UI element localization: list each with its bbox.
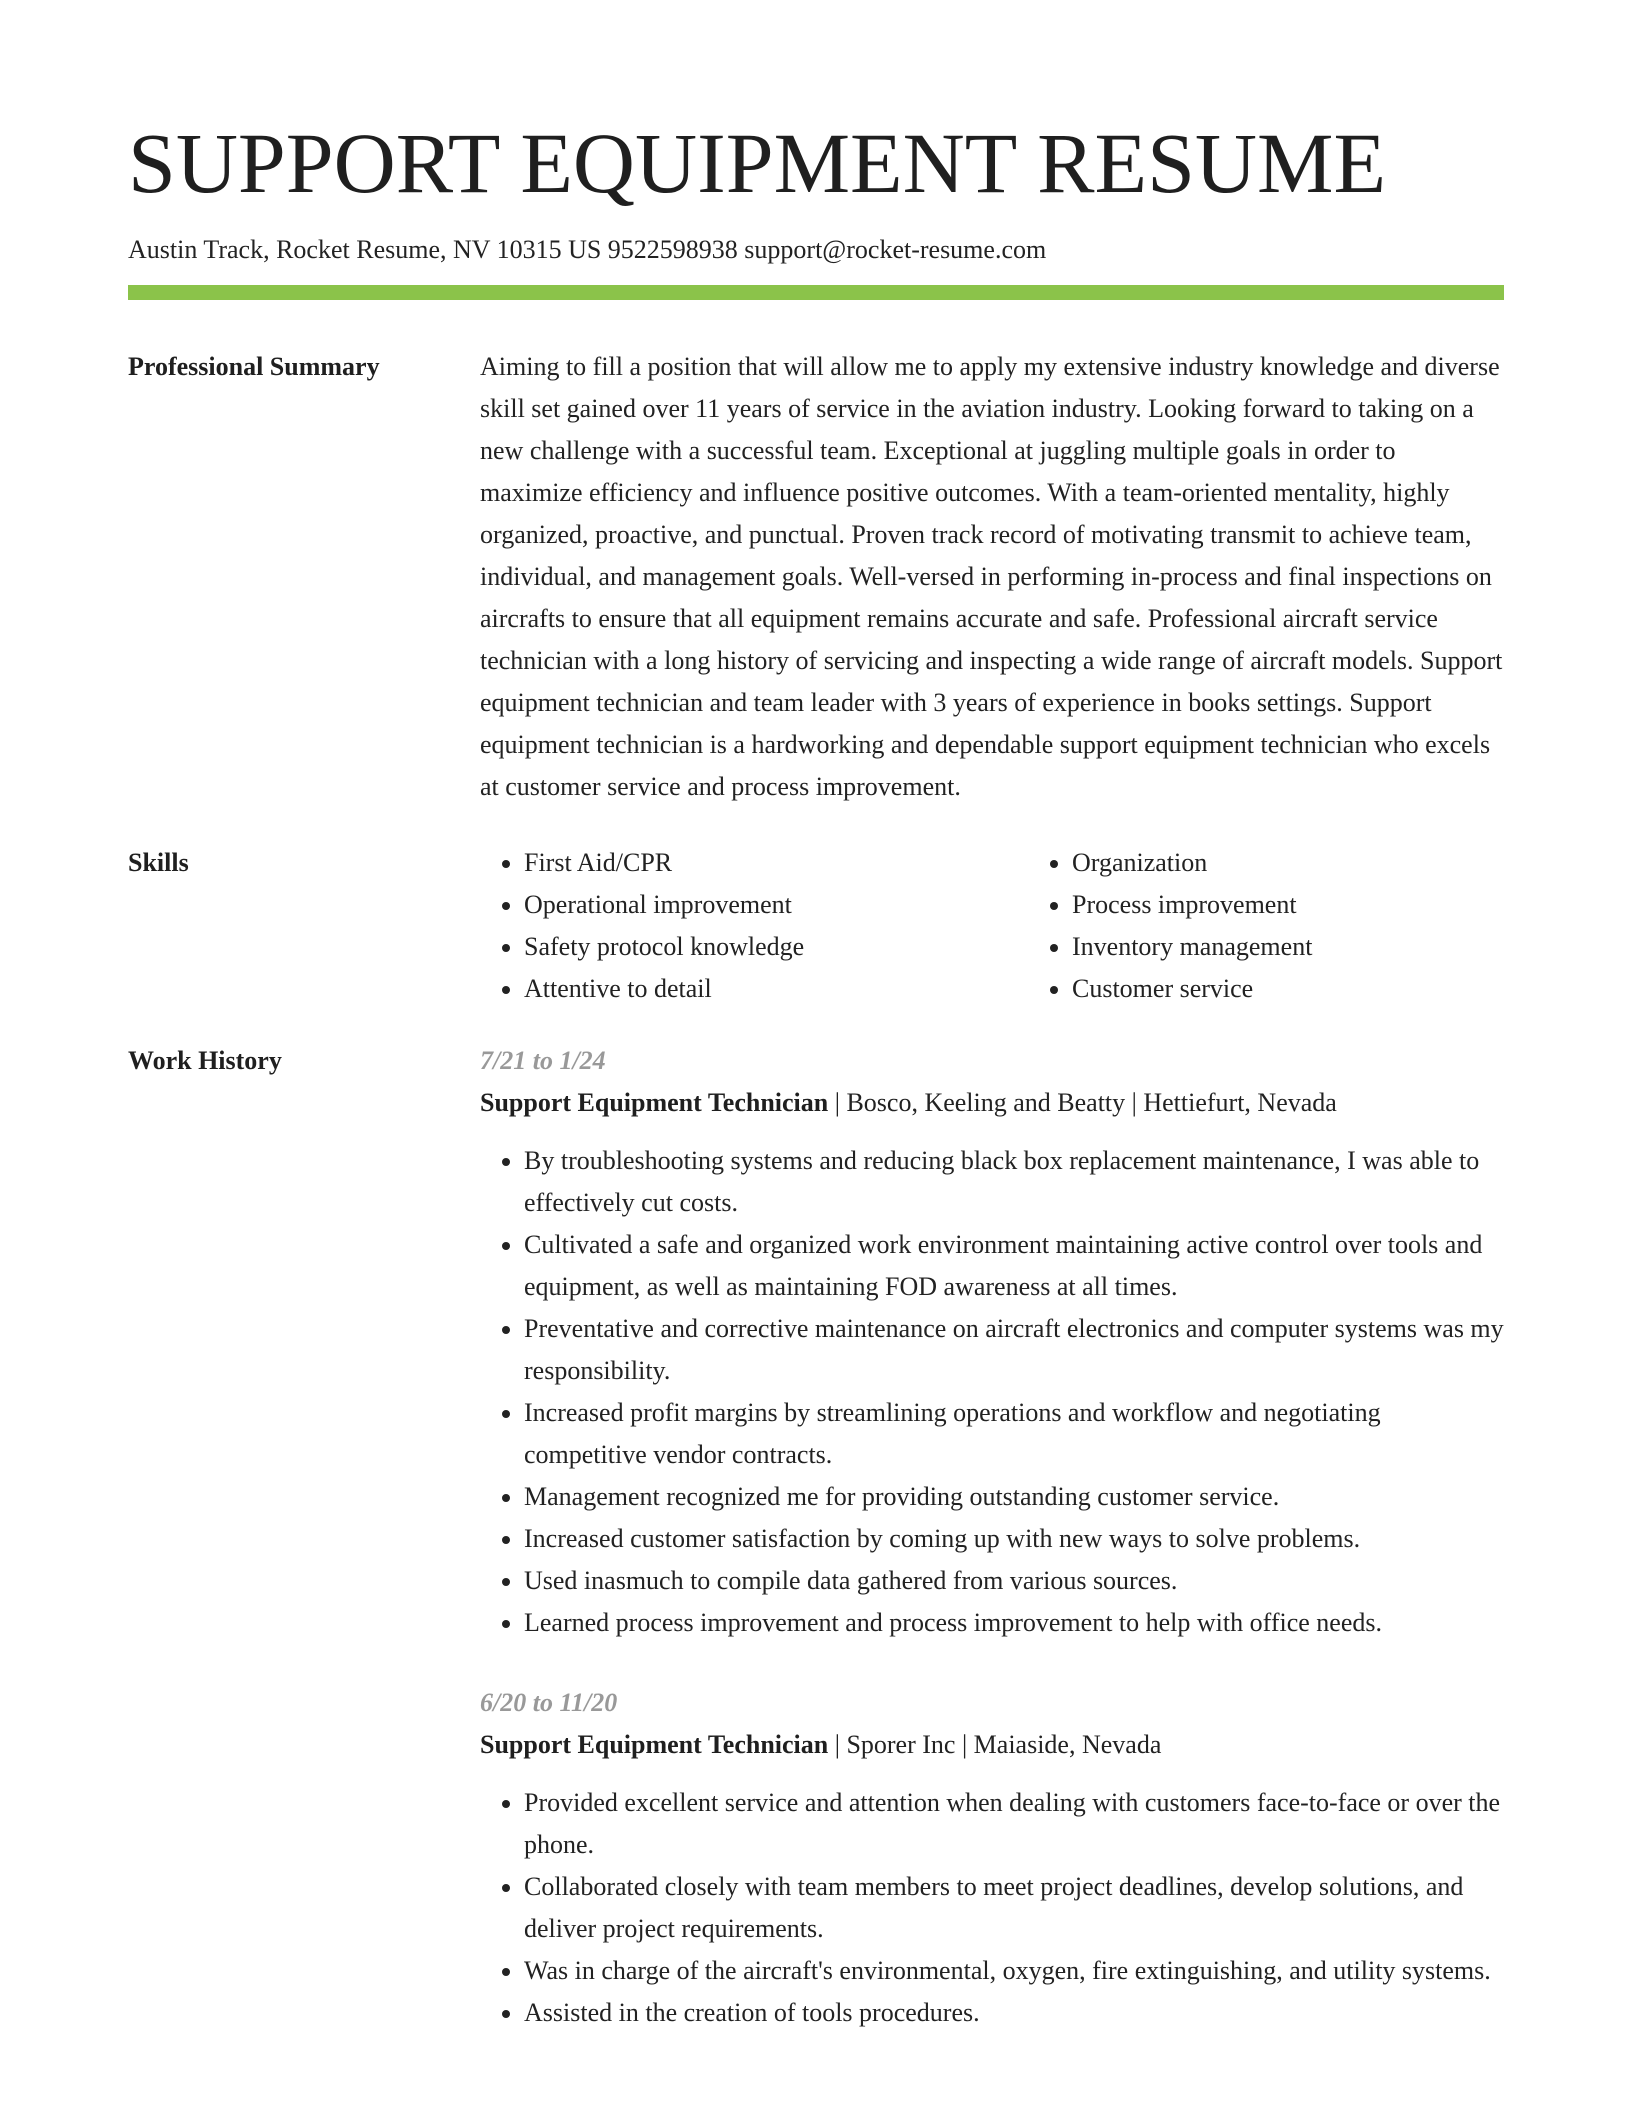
skill-item: • Attentive to detail [524, 968, 1028, 1010]
job-title: Support Equipment Technician [480, 1088, 829, 1118]
skill-item: • Safety protocol knowledge [524, 926, 1028, 968]
job-entry [480, 1040, 1504, 1644]
job-dates: 6/20 to 11/20 [480, 1688, 618, 1718]
job-heading [480, 1082, 1504, 1124]
skill-item: • Operational improvement [524, 884, 1028, 926]
skills-list-right [1028, 842, 1576, 1010]
work-history-section [128, 1040, 1504, 2072]
section-label: Professional Summary [128, 352, 380, 382]
resume-page [128, 115, 1504, 2072]
job-bullet-list [480, 1140, 1504, 1644]
list-item: • Assisted in the creation of tools procedures. [524, 1992, 1504, 2034]
accent-divider [128, 285, 1504, 300]
skill-item: • Organization [1072, 842, 1576, 884]
list-item: • Management recognized me for providing outstanding customer service. [524, 1476, 1504, 1518]
job-details: | Bosco, Keeling and Beatty | Hettiefurt, Nevada [828, 1088, 1337, 1118]
list-item: • Cultivated a safe and organized work environment maintaining active control over tools and equipment, as well as maintaining FOD awareness at all times. [524, 1224, 1504, 1308]
section-label: Skills [128, 848, 189, 878]
skill-item: • Inventory management [1072, 926, 1576, 968]
list-item: • Provided excellent service and attention when dealing with customers face-to-face or over the phone. [524, 1782, 1504, 1866]
list-item: • Was in charge of the aircraft's environmental, oxygen, fire extinguishing, and utility systems. [524, 1950, 1504, 1992]
list-item: • Increased profit margins by streamlining operations and workflow and negotiating competitive vendor contracts. [524, 1392, 1504, 1476]
skill-item: • First Aid/CPR [524, 842, 1028, 884]
skills-list-left [480, 842, 1028, 1010]
job-dates: 7/21 to 1/24 [480, 1046, 606, 1076]
list-item: • Preventative and corrective maintenance on aircraft electronics and computer systems was my responsibility. [524, 1308, 1504, 1392]
list-item: • Learned process improvement and process improvement to help with office needs. [524, 1602, 1504, 1644]
list-item: • Collaborated closely with team members to meet project deadlines, develop solutions, and deliver project requirements. [524, 1866, 1504, 1950]
job-title: Support Equipment Technician [480, 1730, 829, 1760]
contact-info: Austin Track, Rocket Resume, NV 10315 US 9522598938 support@rocket-resume.com [128, 235, 1047, 264]
job-bullet-list [480, 1782, 1504, 2034]
list-item: • By troubleshooting systems and reducing black box replacement maintenance, I was able to effectively cut costs. [524, 1140, 1504, 1224]
section-label: Work History [128, 1046, 282, 1076]
list-item: • Used inasmuch to compile data gathered from various sources. [524, 1560, 1504, 1602]
job-details: | Sporer Inc | Maiaside, Nevada [828, 1730, 1162, 1760]
summary-text: Aiming to fill a position that will allow me to apply my extensive industry knowledge and diverse skill set gained over 11 years of service in the aviation industry. Looking forward to taking on a new challenge with a successful team. Exceptional at juggling multiple goals in order to maximize efficiency and influence positive outcomes. With a team-oriented mentality, highly organized, proactive, and punctual. Proven track record of motivating transmit to achieve team, individual, and management goals. Well-versed in performing in-process and final inspections on aircrafts to ensure that all equipment remains accurate and safe. Professional aircraft service technician with a long history of servicing and inspecting a wide range of aircraft models. Support equipment technician and team leader with 3 years of experience in books settings. Support equipment technician is a hardworking and dependable support equipment technician who excels at customer service and process improvement. [480, 352, 1503, 802]
professional-summary-section [128, 346, 1504, 808]
job-entry [480, 1682, 1504, 2034]
skill-item: • Customer service [1072, 968, 1576, 1010]
skill-item: • Process improvement [1072, 884, 1576, 926]
job-heading [480, 1724, 1504, 1766]
list-item: • Increased customer satisfaction by coming up with new ways to solve problems. [524, 1518, 1504, 1560]
skills-section [128, 842, 1504, 1010]
resume-title: SUPPORT EQUIPMENT RESUME [128, 115, 1387, 211]
